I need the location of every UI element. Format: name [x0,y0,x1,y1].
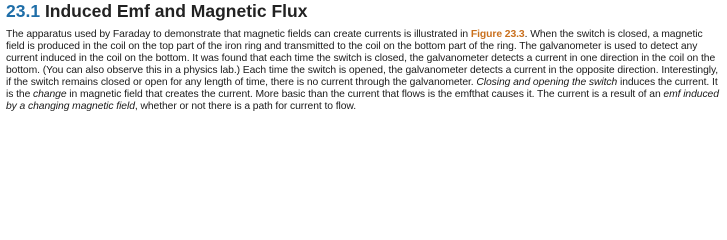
figure-link[interactable]: Figure 23.3 [470,29,525,40]
emphasis-change: change [33,88,67,100]
section-title: Induced Emf and Magnetic Flux [44,1,308,21]
paragraph-text-2: . When the switch is closed, a magnetic field is produced in the coil on the top part of the iron ring and transmitted to the coil on the bottom part of the ring. The galvanometer is used to detect any current induced in the coil on the bottom. It was found that each time the switch is closed, the galvanometer detects a current in one direction in the coil on the bottom. (You can also observe this in a physics lab.) Each time the switch is opened, the galvanometer detects a current in the opposite direction. Interestingly, if the switch remains closed or open for any length of time, there is no current through the galvanometer. [6,29,719,88]
emphasis-emf: emf induced by a changing magnetic field [6,88,719,112]
section-heading [6,0,723,23]
body-paragraph [6,29,723,113]
paragraph-text-4: in magnetic field that creates the current. More basic than the current that flows is the emfthat causes it. The current is a result of an [66,88,664,100]
paragraph-text-1: The apparatus used by Faraday to demonstrate that magnetic fields can create currents is illustrated in [6,29,471,40]
paragraph-text-5: , whether or not there is a path for current to flow. [134,100,357,112]
paragraph-text-3: induces the current. It is the [6,76,718,100]
section-number: 23.1 [6,1,41,21]
emphasis-switch: Closing and opening the switch [476,76,618,88]
